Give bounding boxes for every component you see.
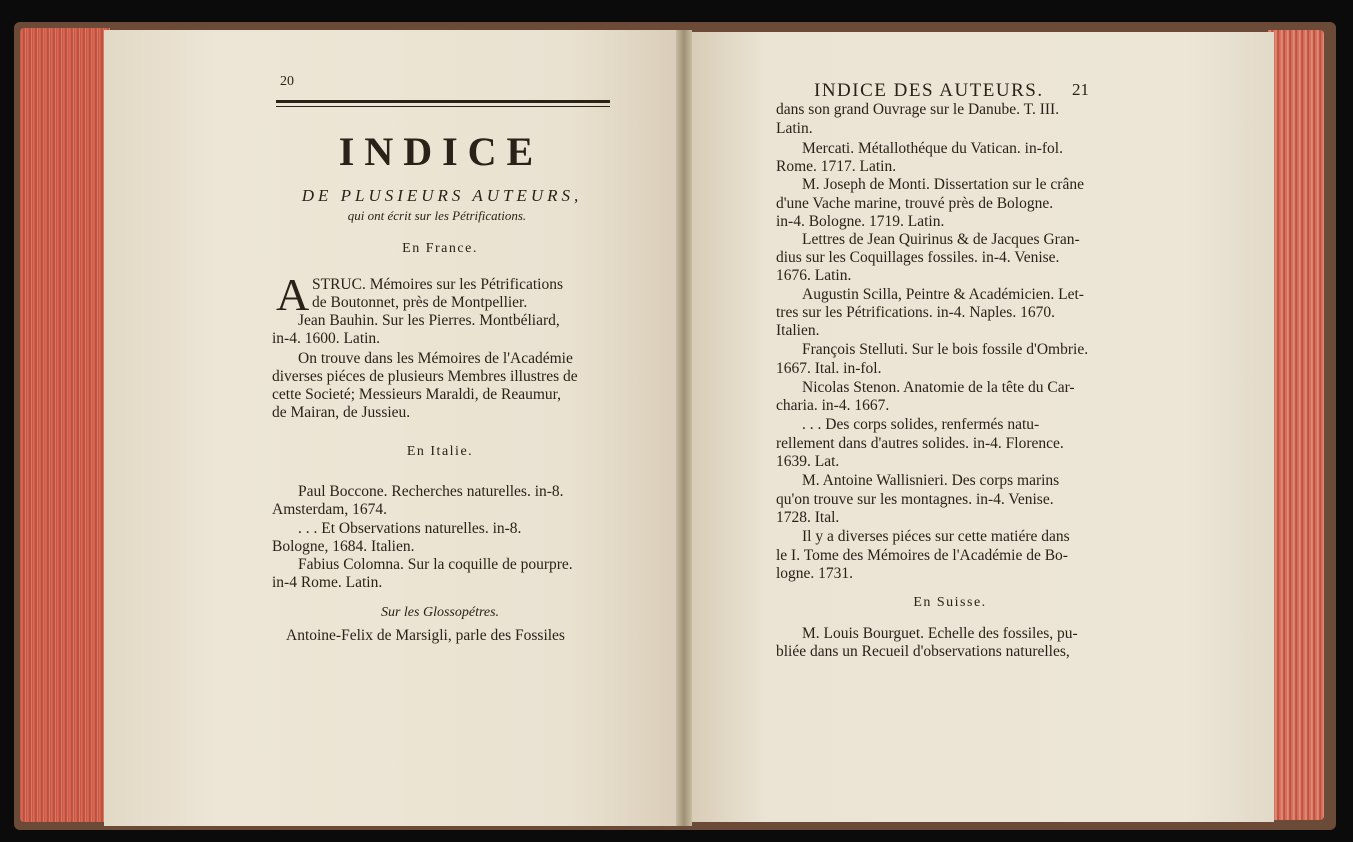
text-line: STRUC. Mémoires sur les Pétrifications (312, 276, 563, 293)
drop-cap: A (276, 269, 310, 320)
text-line: Bologne, 1684. Italien. (272, 538, 415, 555)
book-gutter (676, 30, 692, 826)
text-line: Fabius Colomna. Sur la coquille de pourpre. (298, 556, 573, 573)
text-line: François Stelluti. Sur le bois fossile d'Ombrie. (802, 341, 1089, 358)
left-page-edges (20, 28, 110, 822)
right-page-edges (1268, 30, 1324, 820)
text-line: Amsterdam, 1674. (272, 501, 387, 518)
text-line: bliée dans un Recueil d'observations naturelles, (776, 643, 1070, 660)
left-page-number: 20 (280, 74, 294, 89)
text-line: logne. 1731. (776, 565, 854, 582)
running-head: INDICE DES AUTEURS. (814, 80, 1044, 101)
text-line: Antoine-Felix de Marsigli, parle des Fossiles (286, 627, 565, 644)
text-line: Nicolas Stenon. Anatomie de la tête du Car- (802, 379, 1075, 396)
text-line: M. Joseph de Monti. Dissertation sur le crâne (802, 176, 1084, 193)
section-heading-glossopetres: Sur les Glossopétres. (380, 605, 500, 620)
text-line: Jean Bauhin. Sur les Pierres. Montbéliard, (298, 312, 560, 329)
text-line: Italien. (776, 322, 820, 339)
text-line: Rome. 1717. Latin. (776, 158, 897, 175)
page-title: INDICE (338, 129, 544, 174)
title-rule-top (276, 100, 610, 103)
text-line: M. Louis Bourguet. Echelle des fossiles, pu- (802, 625, 1078, 642)
text-line: in-4. 1600. Latin. (272, 330, 381, 347)
text-line: de Boutonnet, près de Montpellier. (312, 294, 528, 311)
text-line: cette Societé; Messieurs Maraldi, de Reaumur, (272, 386, 562, 403)
text-line: 1667. Ital. in-fol. (776, 360, 882, 377)
text-line: . . . Et Observations naturelles. in-8. (298, 520, 522, 537)
text-line: Il y a diverses piéces sur cette matiére dans (802, 528, 1070, 545)
text-line: charia. in-4. 1667. (776, 397, 890, 414)
text-line: On trouve dans les Mémoires de l'Académie (298, 350, 573, 367)
text-line: d'une Vache marine, trouvé près de Bologne. (776, 195, 1054, 212)
section-heading-suisse: En Suisse. (913, 595, 987, 610)
section-heading-italie: En Italie. (406, 444, 474, 459)
text-line: diverses piéces de plusieurs Membres illustres de (272, 368, 578, 385)
page-subtitle: DE PLUSIEURS AUTEURS, (301, 186, 583, 205)
text-line: dius sur les Coquillages fossiles. in-4. Venise. (776, 249, 1060, 266)
page-subtitle-2: qui ont écrit sur les Pétrifications. (347, 208, 527, 223)
text-line: dans son grand Ouvrage sur le Danube. T. III. (776, 101, 1060, 118)
text-line: 1728. Ital. (776, 509, 840, 526)
text-line: rellement dans d'autres solides. in-4. Florence. (776, 435, 1064, 452)
text-line: in-4 Rome. Latin. (272, 574, 383, 591)
text-line: le I. Tome des Mémoires de l'Académie de Bo- (776, 547, 1068, 564)
text-line: M. Antoine Wallisnieri. Des corps marins (802, 472, 1060, 489)
text-line: 1639. Lat. (776, 453, 840, 470)
section-heading-france: En France. (402, 241, 478, 256)
text-line: de Mairan, de Jussieu. (272, 404, 411, 421)
text-line: Paul Boccone. Recherches naturelles. in-8. (298, 483, 564, 500)
text-line: Latin. (776, 120, 813, 137)
text-line: Mercati. Métallothéque du Vatican. in-fol. (802, 140, 1063, 157)
right-page-number: 21 (1072, 80, 1089, 99)
title-rule-bottom (276, 106, 610, 107)
text-line: . . . Des corps solides, renfermés natu- (802, 416, 1040, 433)
text-line: in-4. Bologne. 1719. Latin. (776, 213, 945, 230)
text-line: qu'on trouve sur les montagnes. in-4. Venise. (776, 491, 1054, 508)
text-line: Augustin Scilla, Peintre & Académicien. Let- (802, 286, 1084, 303)
text-line: Lettres de Jean Quirinus & de Jacques Gran- (802, 231, 1080, 248)
text-line: tres sur les Pétrifications. in-4. Naples. 1670. (776, 304, 1055, 321)
text-line: 1676. Latin. (776, 267, 852, 284)
